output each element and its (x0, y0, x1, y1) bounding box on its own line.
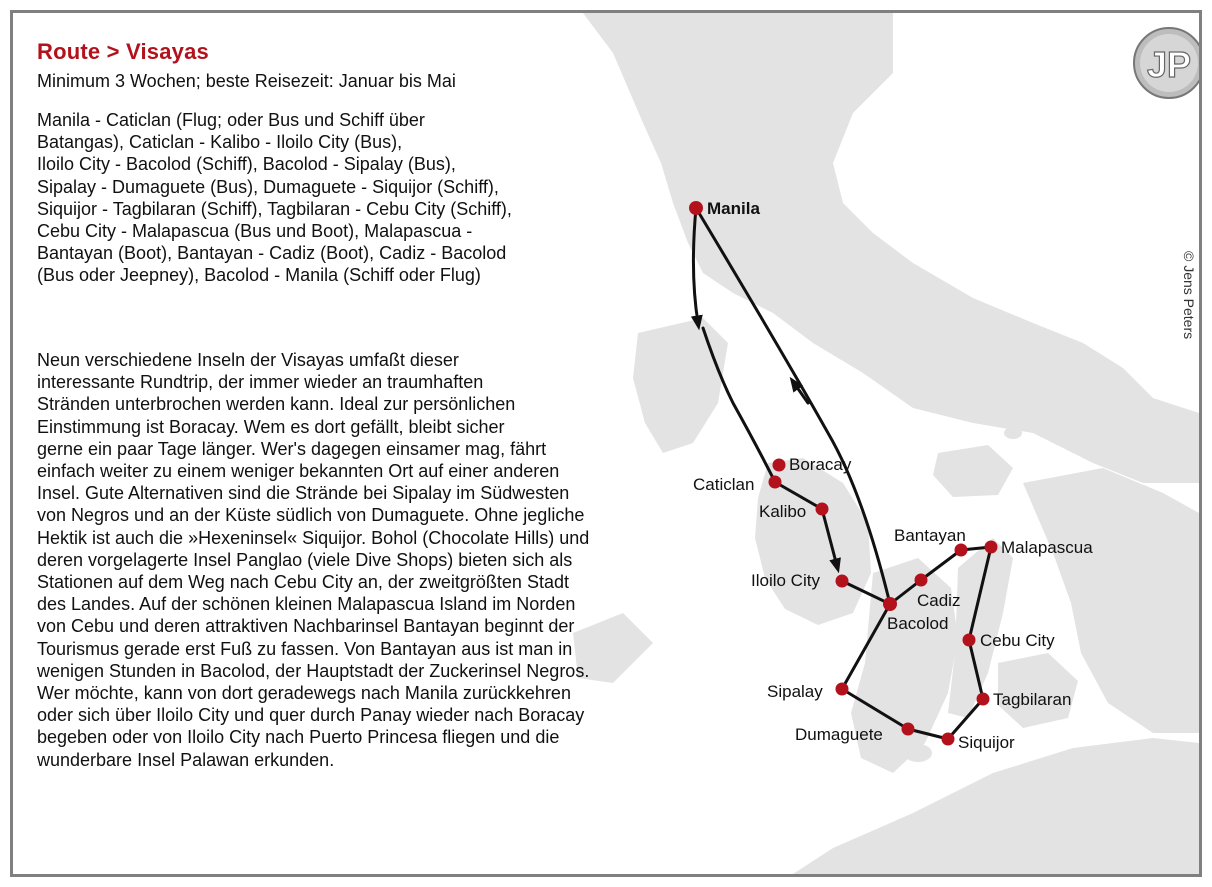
marker-bantayan (955, 544, 968, 557)
label-cebu: Cebu City (980, 631, 1055, 650)
description-line: Stationen auf dem Weg nach Cebu City an, der zweitgrößten Stadt (37, 572, 569, 593)
route-itinerary (37, 109, 597, 287)
label-dumaguete: Dumaguete (795, 725, 883, 744)
description-line: Tourismus gerade erst Fuß zu fassen. Von Bantayan aus ist man in (37, 638, 573, 659)
label-malapascua: Malapascua (1001, 538, 1093, 557)
route-line: Siquijor - Tagbilaran (Schiff), Tagbilaran - Cebu City (Schiff), (37, 198, 512, 219)
description-line: begeben oder von Iloilo City nach Puerto Princesa fliegen und die (37, 727, 560, 748)
route-bantayan-cadiz (921, 550, 961, 580)
description-line: Wer möchte, kann von dort geradewegs nach Manila zurückkehren (37, 683, 571, 704)
description-line: Stränden unterbrochen werden kann. Ideal zur persönlichen (37, 394, 516, 415)
description-line: Hektik ist auch die »Hexeninsel« Siquijor. Bohol (Chocolate Hills) und (37, 527, 590, 548)
label-caticlan: Caticlan (693, 475, 755, 494)
description-line: gerne ein paar Tage länger. Wer's dagegen einsamer mag, fährt (37, 438, 547, 459)
description-line: wenigen Stunden in Bacolod, der Hauptstadt der Zuckerinsel Negros. (37, 660, 590, 681)
marker-manila (689, 201, 703, 215)
description-line: Einstimmung ist Boracay. Wem es dort gefällt, bleibt sicher (37, 416, 505, 437)
description-line: Insel. Gute Alternativen sind die Strände bei Sipalay im Südwesten (37, 483, 570, 504)
page-title: Route > Visayas (37, 39, 209, 64)
marker-kalibo (816, 503, 829, 516)
label-cadiz: Cadiz (917, 591, 961, 610)
marker-dumaguete (902, 723, 915, 736)
description-line: einfach weiter zu einem weniger bekannten Ort auf einer anderen (37, 461, 560, 482)
route-line: Cebu City - Malapascua (Bus und Boot), Malapascua - (37, 221, 473, 242)
description-line: von Negros und an der Küste südlich von Dumaguete. Ohne jegliche (37, 505, 585, 526)
svg-text:JP: JP (1147, 44, 1192, 85)
label-bacolod: Bacolod (887, 614, 949, 633)
description-line: Neun verschiedene Inseln der Visayas umfaßt dieser (37, 350, 459, 370)
page-subtitle: Minimum 3 Wochen; beste Reisezeit: Januar bis Mai (37, 71, 456, 91)
description-line: des Landes. Auf der schönen kleinen Malapascua Island im Norden (37, 594, 576, 615)
description-line: wunderbare Insel Palawan erkunden. (37, 749, 335, 770)
route-line: Manila - Caticlan (Flug; oder Bus und Schiff über (37, 110, 425, 130)
description-line: interessante Rundtrip, der immer wieder an traumhaften (37, 372, 484, 393)
marker-malapascua (985, 541, 998, 554)
marker-cadiz (915, 574, 928, 587)
marker-iloilo (836, 575, 849, 588)
label-bantayan: Bantayan (894, 526, 966, 545)
description-line: oder sich über Iloilo City und quer durch Panay wieder nach Boracay (37, 705, 585, 726)
marker-caticlan (769, 476, 782, 489)
description-line: deren vorgelagerte Insel Panglao (viele Dive Shops) bieten sich als (37, 549, 573, 570)
route-line: Batangas), Caticlan - Kalibo - Iloilo City (Bus), (37, 132, 403, 153)
label-siquijor: Siquijor (958, 733, 1015, 752)
route-line: Sipalay - Dumaguete (Bus), Dumaguete - Siquijor (Schiff), (37, 176, 499, 197)
label-sipalay: Sipalay (767, 682, 823, 701)
route-description (37, 349, 687, 771)
marker-cebu (963, 634, 976, 647)
jp-logo (1131, 25, 1202, 101)
label-kalibo: Kalibo (759, 502, 807, 521)
label-tagbilaran: Tagbilaran (993, 690, 1072, 709)
marker-sipalay (836, 683, 849, 696)
marker-siquijor (942, 733, 955, 746)
marker-bacolod (883, 597, 897, 611)
route-line: Iloilo City - Bacolod (Schiff), Bacolod - Sipalay (Bus), (37, 154, 456, 175)
label-boracay: Boracay (789, 455, 852, 474)
copyright-text: © Jens Peters (1181, 251, 1197, 340)
label-iloilo: Iloilo City (751, 571, 820, 590)
description-line: von Cebu und deren attraktiven Nachbarinsel Bantayan beginnt der (37, 616, 575, 637)
label-manila: Manila (707, 199, 760, 218)
marker-boracay (773, 459, 786, 472)
marker-tagbilaran (977, 693, 990, 706)
map-frame (10, 10, 1202, 877)
route-line: (Bus oder Jeepney), Bacolod - Manila (Schiff oder Flug) (37, 265, 481, 286)
route-line: Bantayan (Boot), Bantayan - Cadiz (Boot), Cadiz - Bacolod (37, 243, 507, 264)
